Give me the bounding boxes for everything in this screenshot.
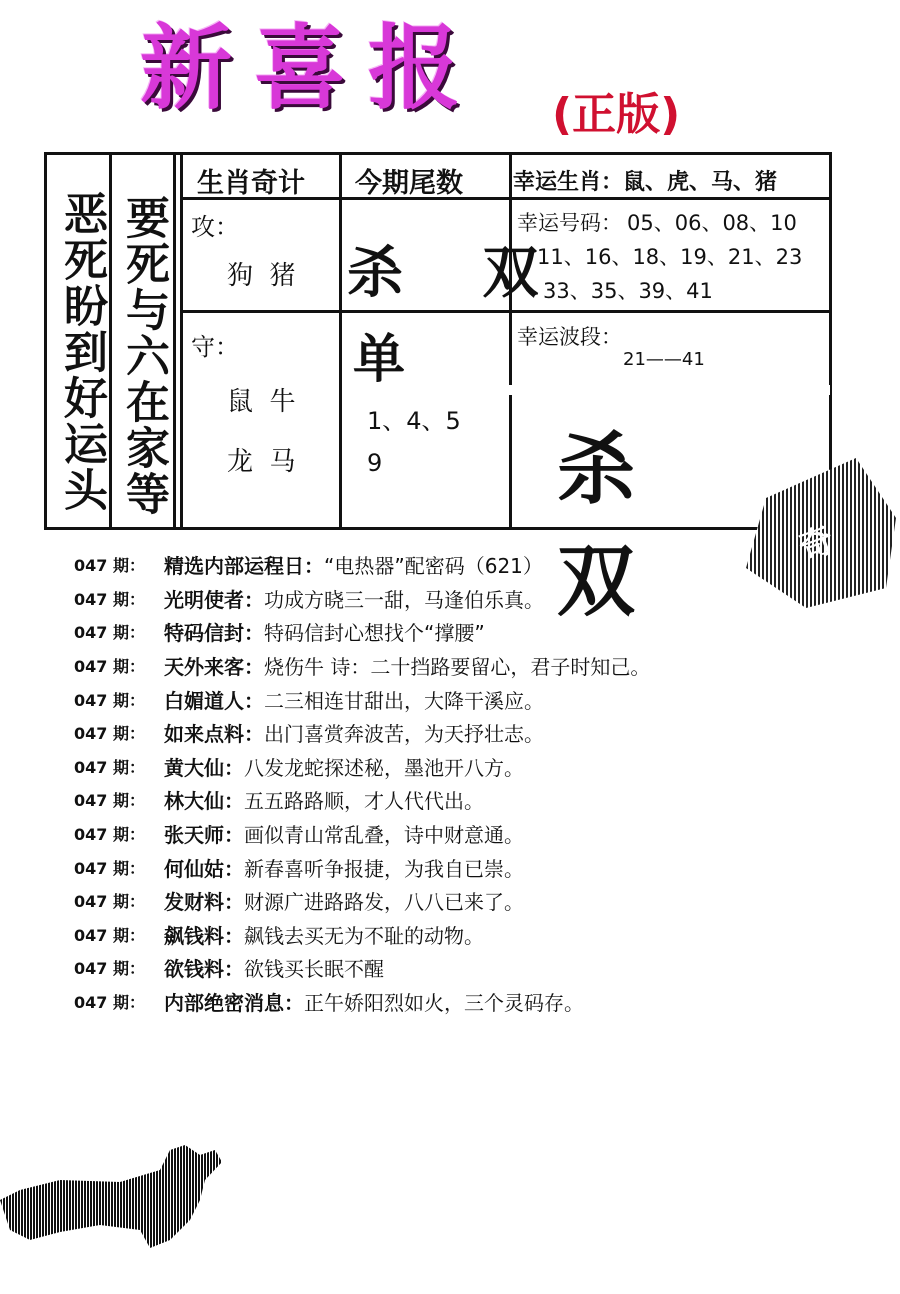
list-item: 047 期： 内部绝密消息： 正午娇阳烈如火，三个灵码存。 <box>74 991 584 1016</box>
defend-label: 守： <box>191 333 239 361</box>
lucky-numbers-line3: 33、35、39、41 <box>543 279 713 303</box>
prediction-list <box>74 548 874 1018</box>
kill-double-tail: 杀 双 <box>347 241 569 306</box>
list-item: 047 期： 特码信封： 特码信封心想找个“撑腰” <box>74 621 485 646</box>
wave-range: 21——41 <box>623 349 705 370</box>
list-item: 047 期： 白媚道人： 二三相连甘甜出，大降干溪应。 <box>74 688 544 713</box>
side-slogan-right: 要死与六在家等 <box>118 195 169 517</box>
kill-double-wave: 杀 双 <box>557 425 676 627</box>
list-item: 047 期： 林大仙： 五五路路顺，才人代代出。 <box>74 789 484 814</box>
list-item: 047 期： 何仙姑： 新春喜听争报捷，为我自已崇。 <box>74 856 524 881</box>
list-item: 047 期： 如来点料： 出门喜赏奔波苦，为天抒壮志。 <box>74 722 544 747</box>
list-item: 047 期： 光明使者： 功成方晓三一甜，马逢伯乐真。 <box>74 587 544 612</box>
list-item: 047 期： 欲钱料： 欲钱买长眠不醒 <box>74 957 384 982</box>
header-zodiac-tips: 生肖奇计 <box>197 168 305 199</box>
list-item: 047 期： 发财料： 财源广进路路发，八八已来了。 <box>74 890 524 915</box>
header-tail-numbers: 今期尾数 <box>355 168 463 199</box>
defend-animals-2: 龙 马 <box>227 447 296 477</box>
list-item: 047 期： 天外来客： 烧伤牛 诗：二十挡路要留心，君子时知己。 <box>74 655 651 680</box>
page-title: 新喜报 <box>140 14 483 122</box>
header-lucky-zodiac: 幸运生肖：鼠、虎、马、猪 <box>513 170 778 195</box>
single-label: 单 <box>353 330 406 390</box>
lucky-numbers-line1: 05、06、08、10 <box>627 211 797 235</box>
list-item: 047 期： 精选内部运程日： “电热器”配密码（621） <box>74 554 543 579</box>
attack-label: 攻： <box>191 213 239 241</box>
attack-animals: 狗 猪 <box>227 261 296 291</box>
wave-label: 幸运波段： <box>517 325 622 349</box>
animal-silhouette-image <box>0 1140 260 1260</box>
lucky-numbers-label: 幸运号码： <box>517 211 622 235</box>
list-item: 047 期： 张天师： 画似青山常乱叠，诗中财意通。 <box>74 823 524 848</box>
single-numbers-line1: 1、4、5 <box>367 407 461 435</box>
list-item: 047 期： 飙钱料： 飙钱去买无为不耻的动物。 <box>74 923 484 948</box>
edition-label: (正版) <box>552 89 681 140</box>
svg-text:奇: 奇 <box>793 519 840 569</box>
lucky-numbers-line2: 11、16、18、19、21、23 <box>537 245 803 269</box>
defend-animals-1: 鼠 牛 <box>227 387 296 417</box>
list-item: 047 期： 黄大仙： 八发龙蛇探述秘，墨池开八方。 <box>74 755 524 780</box>
single-numbers-line2: 9 <box>367 449 383 477</box>
side-slogan-left: 恶死盼到好运头 <box>56 191 107 513</box>
